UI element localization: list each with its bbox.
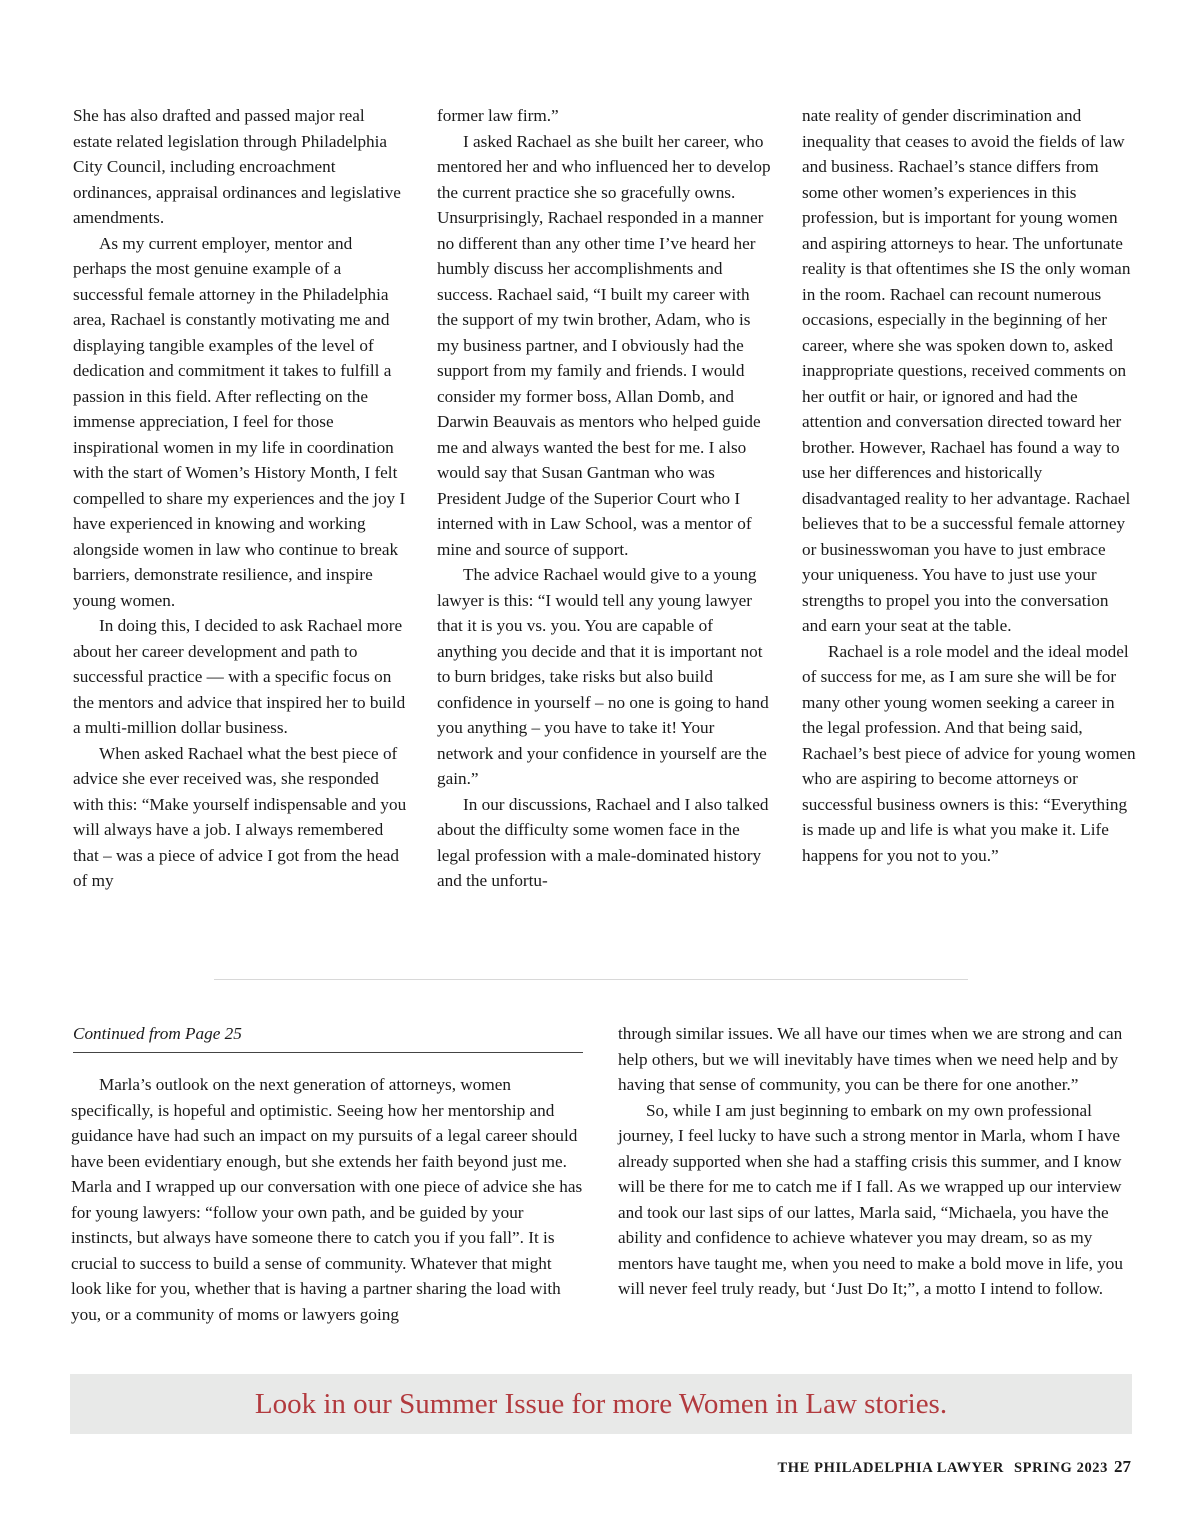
banner-text: Look in our Summer Issue for more Women in Law stories. — [254, 1387, 948, 1420]
paragraph: When asked Rachael what the best piece of advice she ever received was, she responded with this: “Make yourself indispensable and you will always have a job. I always remembered that – was a piece of advice I got from the head of my — [73, 743, 407, 890]
issue-label: SPRING 2023 — [1013, 1460, 1108, 1476]
paragraph: In our discussions, Rachael and I also talked about the difficulty some women face in the legal profession with a male-dominated history and the unfortu- — [437, 794, 769, 890]
continued-label: Continued from Page 25 — [73, 1021, 583, 1053]
paragraph: Marla’s outlook on the next generation of attorneys, women specifically, is hopeful and optimistic. Seeing how her mentorship and guidance have had such an impact on my pursuits of a legal career should have been evidentiary enough, but she extends her faith beyond just me. Marla and I wrapped up our conversation with one piece of advice she has for young lawyers: “follow your own path, and be guided by your instincts, but always have someone there to catch you if you fall”. It is crucial to success to build a sense of community. Whatever that might look like for you, whether that is having a partner sharing the load with you, or a community of moms or lawyers going — [71, 1075, 583, 1324]
paragraph: As my current employer, mentor and perhaps the most genuine example of a successful female attorney in the Philadelphia area, Rachael is constantly motivating me and displaying tangible examples of the level of dedication and commitment it takes to fulfill a passion in this field. After reflecting on the immense appreciation, I feel for those inspirational women in my life in coordination with the start of Women’s History Month, I felt compelled to share my experiences and the joy I have experienced in knowing and working alongside women in law who continue to break barriers, demonstrate resilience, and inspire young women. — [73, 233, 406, 610]
paragraph: I asked Rachael as she built her career, who mentored her and who influenced her to develop the current practice she so gracefully owns. Unsurprisingly, Rachael responded in a manner no different than any other time I’ve heard her humbly discuss her accomplishments and success. Rachael said, “I built my career with the support of my twin brother, Adam, who is my business partner, and I obviously had the support from my family and friends. I would consider my former boss, Allan Domb, and Darwin Beauvais as mentors who helped guide me and always wanted the best for me. I also would say that Susan Gantman who was President Judge of the Superior Court who I interned with in Law School, was a mentor of mine and source of support. — [437, 131, 771, 559]
paragraph: Rachael is a role model and the ideal model of success for me, as I am sure she will be for many other young women seeking a career in the legal profession. And that being said, Rachael’s best piece of advice for young women who are aspiring to become attorneys or successful business owners is this: “Everything is made up and life is what you make it. Life happens for you not to you.” — [802, 641, 1136, 865]
paragraph: through similar issues. We all have our times when we are strong and can help others, but we will inevitably have times when we need help and by having that sense of community, you can be there for one another.” — [618, 1024, 1123, 1094]
summer-issue-banner — [70, 1374, 1132, 1434]
paragraph: So, while I am just beginning to embark on my own professional journey, I feel lucky to have such a strong mentor in Marla, whom I have already supported when she had a staffing crisis this summer, and I know will be there for me to catch me if I fall. As we wrapped up our interview and took our last sips of our lattes, Marla said, “Michaela, you have the ability and confidence to achieve whatever you may dream, so as my mentors have taught me, when you need to make a bold move in life, you will never feel truly ready, but ‘Just Do It;”, a motto I intend to follow. — [618, 1100, 1123, 1298]
article-column-2 — [437, 103, 771, 894]
page-footer — [777, 1457, 1131, 1477]
paragraph: In doing this, I decided to ask Rachael more about her career development and path to successful practice — with a specific focus on the mentors and advice that inspired her to build a multi-million dollar business. — [73, 616, 406, 737]
article-column-1 — [73, 103, 407, 894]
paragraph: nate reality of gender discrimination and inequality that ceases to avoid the fields of law and business. Rachael’s stance differs from some other women’s experiences in this profession, but is important for young women and aspiring attorneys to hear. The unfortunate reality is that oftentimes she IS the only woman in the room. Rachael can recount numerous occasions, especially in the beginning of her career, where she was spoken down to, asked inappropriate questions, received comments on her outfit or hair, or ignored and had the attention and conversation directed toward her brother. However, Rachael has found a way to use her differences and historically disadvantaged reality to her advantage. Rachael believes that to be a successful female attorney or businesswoman you have to just embrace your uniqueness. You have to just use your strengths to propel you into the conversation and earn your seat at the table. — [802, 106, 1131, 635]
page-number: 27 — [1114, 1457, 1131, 1476]
paragraph: former law firm.” — [437, 106, 559, 125]
paragraph: The advice Rachael would give to a young lawyer is this: “I would tell any young lawyer that it is you vs. you. You are capable of anything you decide and that it is important not to burn bridges, take risks but also build confidence in yourself – no one is going to hand you anything – you have to take it! Your network and your confidence in yourself are the gain.” — [437, 565, 769, 788]
article-column-3 — [802, 103, 1136, 868]
section-divider — [214, 979, 968, 980]
publication-name: THE PHILADELPHIA LAWYER — [777, 1460, 1004, 1476]
continued-column-1 — [71, 1072, 583, 1327]
paragraph: She has also drafted and passed major real estate related legislation through Philadelphia City Council, including encroachment ordinances, appraisal ordinances and legislative amendments. — [73, 106, 401, 227]
continued-column-2 — [618, 1021, 1133, 1302]
